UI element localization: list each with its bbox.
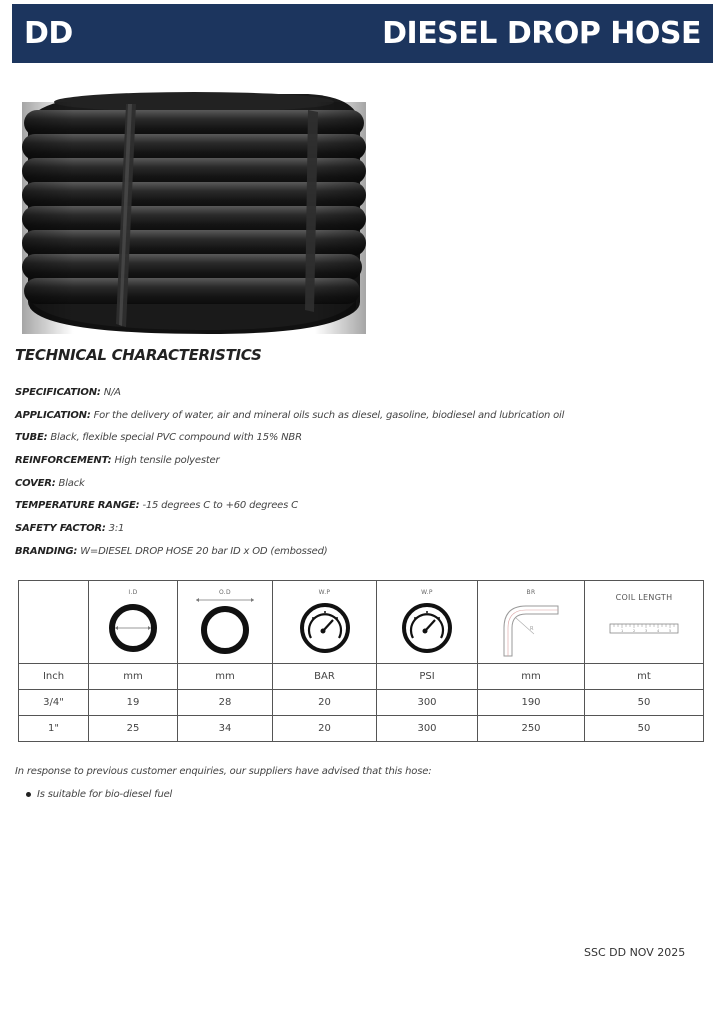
header-cell-id	[89, 581, 178, 664]
header-bar	[12, 4, 713, 63]
id-cell: 25	[89, 716, 178, 742]
bullet-text: Is suitable for bio-diesel fuel	[37, 789, 173, 800]
id-cell: 19	[89, 690, 178, 716]
spec-row-reinforcement	[15, 455, 715, 478]
unit-cell: mm	[89, 664, 178, 690]
table-row	[19, 690, 704, 716]
icon-label: W.P	[318, 589, 331, 596]
icon-header-row	[19, 581, 704, 664]
spec-label: APPLICATION:	[15, 409, 91, 421]
spec-label: BRANDING:	[15, 545, 78, 557]
svg-text:2: 2	[633, 629, 636, 633]
wp-psi-cell: 300	[377, 716, 478, 742]
icon-label: I.D	[128, 589, 138, 596]
icon-label: W.P	[421, 589, 433, 596]
unit-cell: BAR	[273, 664, 377, 690]
svg-text:3: 3	[645, 629, 648, 633]
hose-coil-image	[8, 72, 418, 342]
spec-value: For the delivery of water, air and mineral oils such as diesel, gasoline, biodiesel and lubrication oil	[93, 409, 565, 421]
header-cell-coil-length	[585, 581, 704, 664]
unit-cell: PSI	[377, 664, 478, 690]
document-reference: SSC DD NOV 2025	[584, 946, 686, 959]
spec-value: Black, flexible special PVC compound with 15% NBR	[50, 432, 302, 444]
pressure-gauge-icon	[295, 598, 355, 654]
wp-psi-cell: 300	[377, 690, 478, 716]
spec-label: COVER:	[15, 477, 56, 489]
spec-value: W=DIESEL DROP HOSE 20 bar ID x OD (embossed)	[80, 545, 328, 557]
size-table	[18, 580, 704, 742]
section-title: TECHNICAL CHARACTERISTICS	[15, 346, 262, 364]
product-photo	[8, 72, 418, 342]
header-cell-wp-psi	[377, 581, 478, 664]
spec-row-tube	[15, 432, 715, 455]
ruler-icon	[606, 602, 682, 642]
coil-length-cell: 50	[585, 690, 704, 716]
bend-radius-cell: 250	[478, 716, 585, 742]
outer-diameter-icon	[190, 598, 260, 658]
unit-cell: Inch	[19, 664, 89, 690]
units-row	[19, 664, 704, 690]
product-title: DIESEL DROP HOSE	[382, 16, 701, 51]
spec-list	[15, 387, 715, 569]
icon-label: BR	[526, 589, 536, 596]
wp-bar-cell: 20	[273, 716, 377, 742]
spec-value: -15 degrees C to +60 degrees C	[142, 500, 298, 512]
spec-value: 3:1	[108, 523, 125, 535]
spec-label: TUBE:	[15, 432, 48, 444]
spec-label: REINFORCEMENT:	[15, 455, 112, 467]
bend-radius-cell: 190	[478, 690, 585, 716]
header-cell-bend-radius	[478, 581, 585, 664]
customer-note: In response to previous customer enquiries, our suppliers have advised that this hose:	[15, 766, 432, 777]
unit-cell: mm	[478, 664, 585, 690]
spec-label: SAFETY FACTOR:	[15, 523, 106, 535]
pressure-gauge-icon	[397, 598, 457, 654]
icon-label: COIL LENGTH	[615, 593, 673, 602]
od-cell: 34	[178, 716, 273, 742]
unit-cell: mm	[178, 664, 273, 690]
bullet-icon	[26, 792, 31, 797]
size-cell: 1"	[19, 716, 89, 742]
svg-text:1: 1	[621, 629, 624, 633]
header-cell-od	[178, 581, 273, 664]
coil-length-cell: 50	[585, 716, 704, 742]
spec-value: N/A	[103, 387, 121, 398]
note-bullet-item	[26, 789, 172, 800]
spec-row-safety-factor	[15, 523, 715, 546]
od-cell: 28	[178, 690, 273, 716]
wp-bar-cell: 20	[273, 690, 377, 716]
spec-value: Black	[58, 477, 85, 489]
spec-row-cover	[15, 478, 715, 501]
size-cell: 3/4"	[19, 690, 89, 716]
spec-row-branding	[15, 546, 715, 569]
spec-value: High tensile polyester	[114, 455, 220, 467]
product-code: DD	[24, 16, 73, 51]
empty-header-cell	[19, 581, 89, 664]
unit-cell: mt	[585, 664, 704, 690]
inner-diameter-icon	[105, 598, 161, 654]
spec-row-specification	[15, 387, 715, 410]
spec-label: SPECIFICATION:	[15, 387, 101, 398]
spec-row-application	[15, 410, 715, 433]
spec-label: TEMPERATURE RANGE:	[15, 500, 140, 512]
svg-text:R: R	[530, 626, 534, 632]
svg-text:5: 5	[669, 629, 672, 633]
table-row	[19, 716, 704, 742]
bend-radius-icon	[496, 598, 566, 658]
svg-text:4: 4	[657, 629, 660, 633]
spec-row-temperature-range	[15, 500, 715, 523]
icon-label: O.D	[219, 589, 231, 596]
header-cell-wp-bar	[273, 581, 377, 664]
